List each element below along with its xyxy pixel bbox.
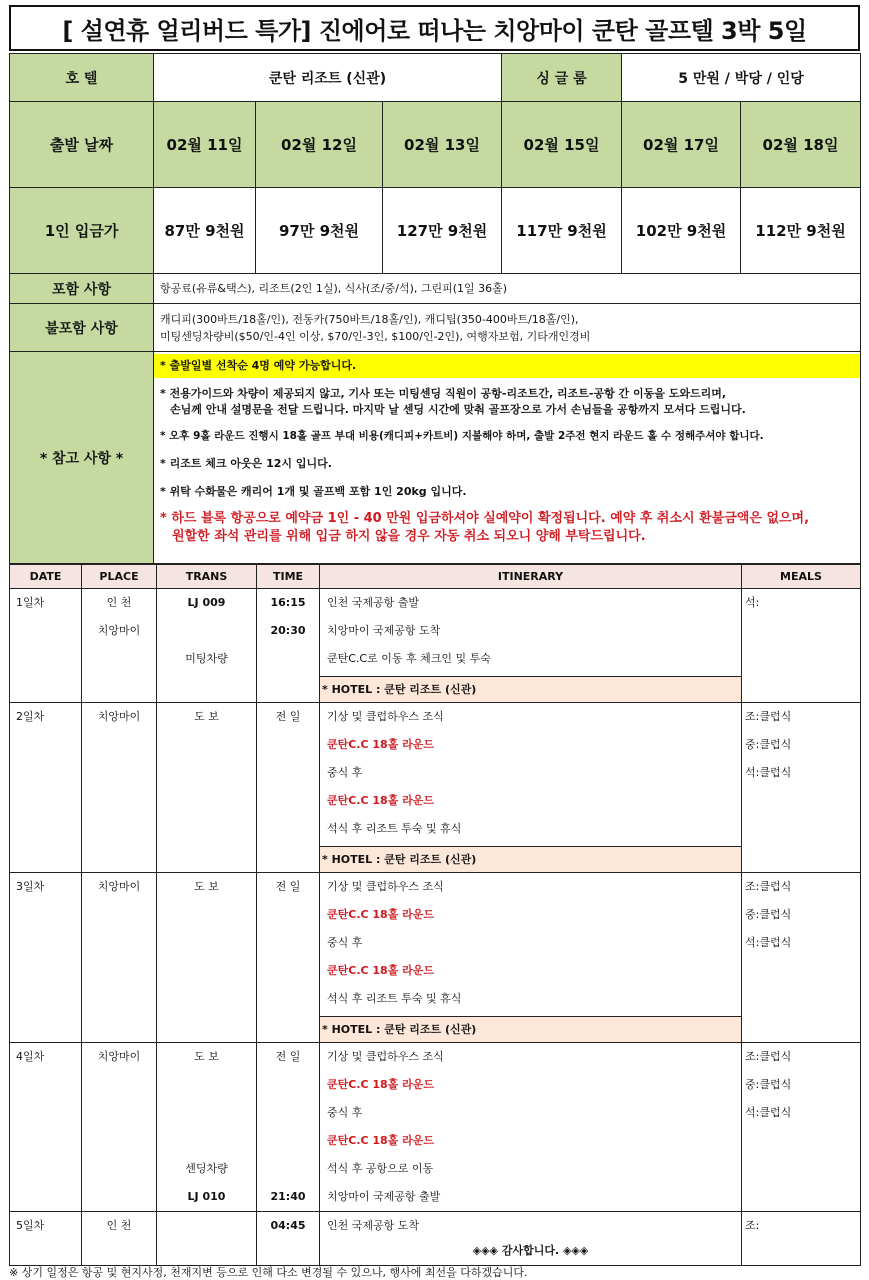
excluded-text [154, 304, 861, 352]
header-time: TIME [257, 565, 320, 589]
day-date: 4일차 [16, 1050, 45, 1063]
note-item: * 오후 9홀 라운드 진행시 18홀 골프 부대 비용(캐디피+카트비) 지불해야 하며, 출발 2주전 현지 라운드 홀 수 정해주셔야 합니다. [160, 430, 764, 442]
activity: 기상 및 클럽하우스 조식 [327, 1050, 444, 1063]
day-place: 치앙마이 [97, 624, 141, 637]
price-value: 87만 9천원 [154, 188, 256, 274]
excluded-label: 불포함 사항 [10, 304, 154, 352]
activity-golf: 쿤탄C.C 18홀 라운드 [327, 738, 435, 751]
header-place: PLACE [82, 565, 157, 589]
meal: 석:클럽식 [745, 766, 792, 779]
activity: 석식 후 공항으로 이동 [327, 1162, 434, 1175]
day-row [10, 1212, 861, 1266]
activity-golf: 쿤탄C.C 18홀 라운드 [327, 964, 435, 977]
departure-date: 02월 15일 [502, 102, 622, 188]
meal: 조: [745, 1219, 760, 1232]
price-value: 97만 9천원 [256, 188, 383, 274]
title-table [9, 5, 860, 51]
activity-golf: 쿤탄C.C 18홀 라운드 [327, 908, 435, 921]
flight-code: LJ 010 [187, 1190, 226, 1203]
note-red [154, 510, 860, 546]
meal: 석:클럽식 [745, 936, 792, 949]
activity: 치앙마이 국제공항 출발 [327, 1190, 441, 1203]
day-time: 전 일 [275, 880, 301, 893]
day-date: 2일차 [16, 710, 45, 723]
day-place: 치앙마이 [97, 1050, 141, 1063]
hotel-line: * HOTEL : 쿤탄 리조트 (신관) [320, 1016, 741, 1042]
note-item: * 리조트 체크 아웃은 12시 입니다. [160, 457, 332, 470]
activity: 쿤탄C.C로 이동 후 체크인 및 투숙 [327, 652, 491, 665]
price-value: 127만 9천원 [383, 188, 502, 274]
note-line: 원할한 좌석 관리를 위해 입금 하지 않을 경우 자동 취소 되오니 양해 부탁드립니다. [172, 529, 646, 544]
activity-golf: 쿤탄C.C 18홀 라운드 [327, 1078, 435, 1091]
day-place: 인 천 [106, 596, 132, 609]
day-row [10, 589, 861, 703]
activity: 석식 후 리조트 투숙 및 휴식 [327, 992, 462, 1005]
departure-label: 출발 날짜 [10, 102, 154, 188]
thanks-line: ◈◈◈ 감사합니다. ◈◈◈ [472, 1244, 589, 1257]
price-label: 1인 입금가 [10, 188, 154, 274]
day-row [10, 873, 861, 1043]
day-trans: 도 보 [194, 880, 219, 893]
activity-golf: 쿤탄C.C 18홀 라운드 [327, 1134, 435, 1147]
itinerary-sheet [9, 5, 860, 1266]
day-place: 치앙마이 [97, 880, 141, 893]
flight-code: LJ 009 [187, 596, 226, 609]
activity: 중식 후 [327, 936, 363, 949]
activity: 중식 후 [327, 766, 363, 779]
hotel-line: * HOTEL : 쿤탄 리조트 (신관) [320, 676, 741, 702]
meal: 중:클럽식 [745, 908, 792, 921]
price-value: 117만 9천원 [502, 188, 622, 274]
itinerary-table [9, 564, 861, 1266]
hotel-name: 쿤탄 리조트 (신관) [154, 54, 502, 102]
room-price: 5 만원 / 박당 / 인당 [622, 54, 861, 102]
price-table [9, 53, 861, 564]
header-meals: MEALS [742, 565, 861, 589]
day-row [10, 1043, 861, 1212]
note-line: * 전용가이드와 차량이 제공되지 않고, 기사 또는 미팅센딩 직원이 공항-리조트간, 리조트-공항 간 이동을 도와드리며, [160, 387, 726, 400]
day-date: 1일차 [16, 596, 45, 609]
day-trans: 도 보 [194, 710, 219, 723]
meal: 중:클럽식 [745, 1078, 792, 1091]
note-line: 손님께 안내 설명문을 전달 드립니다. 마지막 날 센딩 시간에 맞춰 골프장으로 가서 손님들을 공항까지 모셔다 드립니다. [170, 403, 746, 416]
note-line: * 하드 블록 항공으로 예약금 1인 - 40 만원 입금하셔야 실예약이 확정됩니다. 예약 후 취소시 환불금액은 없으며, [160, 511, 810, 526]
price-value: 112만 9천원 [741, 188, 861, 274]
day-time: 04:45 [270, 1219, 306, 1232]
page-title: [ 설연휴 얼리버드 특가] 진에어로 떠나는 치앙마이 쿤탄 골프텔 3박 5일 [10, 6, 859, 50]
departure-date: 02월 11일 [154, 102, 256, 188]
activity: 중식 후 [327, 1106, 363, 1119]
note-item: * 위탁 수화물은 캐리어 1개 및 골프백 포함 1인 20kg 입니다. [160, 485, 467, 498]
activity: 석식 후 리조트 투숙 및 휴식 [327, 822, 462, 835]
activity: 치앙마이 국제공항 도착 [327, 624, 441, 637]
departure-date: 02월 12일 [256, 102, 383, 188]
included-label: 포함 사항 [10, 274, 154, 304]
excluded-line: 캐디피(300바트/18홀/인), 전동카(750바트/18홀/인), 캐디팁(350-400바트/18홀/인), [160, 312, 579, 326]
day-time: 전 일 [275, 710, 301, 723]
hotel-line: * HOTEL : 쿤탄 리조트 (신관) [320, 846, 741, 872]
day-time: 16:15 [270, 596, 306, 609]
header-trans: TRANS [157, 565, 257, 589]
note-item [154, 386, 860, 418]
day-trans: 센딩차량 [185, 1162, 228, 1175]
activity: 기상 및 클럽하우스 조식 [327, 880, 444, 893]
notes-content [154, 352, 861, 564]
included-text: 항공료(유류&택스), 리조트(2인 1실), 식사(조/중/석), 그린피(1일 36홀) [154, 274, 861, 304]
header-itinerary: ITINERARY [320, 565, 742, 589]
activity: 인천 국제공항 도착 [327, 1219, 420, 1232]
meal: 중:클럽식 [745, 738, 792, 751]
meal: 석: [745, 596, 760, 609]
day-date: 3일차 [16, 880, 45, 893]
activity: 인천 국제공항 출발 [327, 596, 420, 609]
meal: 조:클럽식 [745, 1050, 792, 1063]
meal: 조:클럽식 [745, 880, 792, 893]
hotel-label: 호 텔 [10, 54, 154, 102]
day-place: 치앙마이 [97, 710, 141, 723]
activity-golf: 쿤탄C.C 18홀 라운드 [327, 794, 435, 807]
day-time: 21:40 [270, 1190, 306, 1203]
day-trans: 미팅차량 [185, 652, 228, 665]
notes-label: * 참고 사항 * [10, 352, 154, 564]
activity: 기상 및 클럽하우스 조식 [327, 710, 444, 723]
meal: 석:클럽식 [745, 1106, 792, 1119]
day-time: 전 일 [275, 1050, 301, 1063]
day-row [10, 703, 861, 873]
price-value: 102만 9천원 [622, 188, 741, 274]
day-place: 인 천 [106, 1219, 132, 1232]
excluded-line: 미팅센딩차량비($50/인-4인 이상, $70/인-3인, $100/인-2인), 여행자보험, 기타개인경비 [160, 329, 591, 343]
day-trans: 도 보 [194, 1050, 219, 1063]
footer-note: ※ 상기 일정은 항공 및 현지사정, 천재지변 등으로 인해 다소 변경될 수 있으나, 행사에 최선을 다하겠습니다. [9, 1266, 528, 1279]
departure-date: 02월 13일 [383, 102, 502, 188]
header-date: DATE [10, 565, 82, 589]
meal: 조:클럽식 [745, 710, 792, 723]
departure-date: 02월 17일 [622, 102, 741, 188]
day-time: 20:30 [270, 624, 306, 637]
notes-highlight: * 출발일별 선착순 4명 예약 가능합니다. [154, 354, 860, 378]
day-date: 5일차 [16, 1219, 45, 1232]
room-label: 싱 글 룸 [502, 54, 622, 102]
departure-date: 02월 18일 [741, 102, 861, 188]
